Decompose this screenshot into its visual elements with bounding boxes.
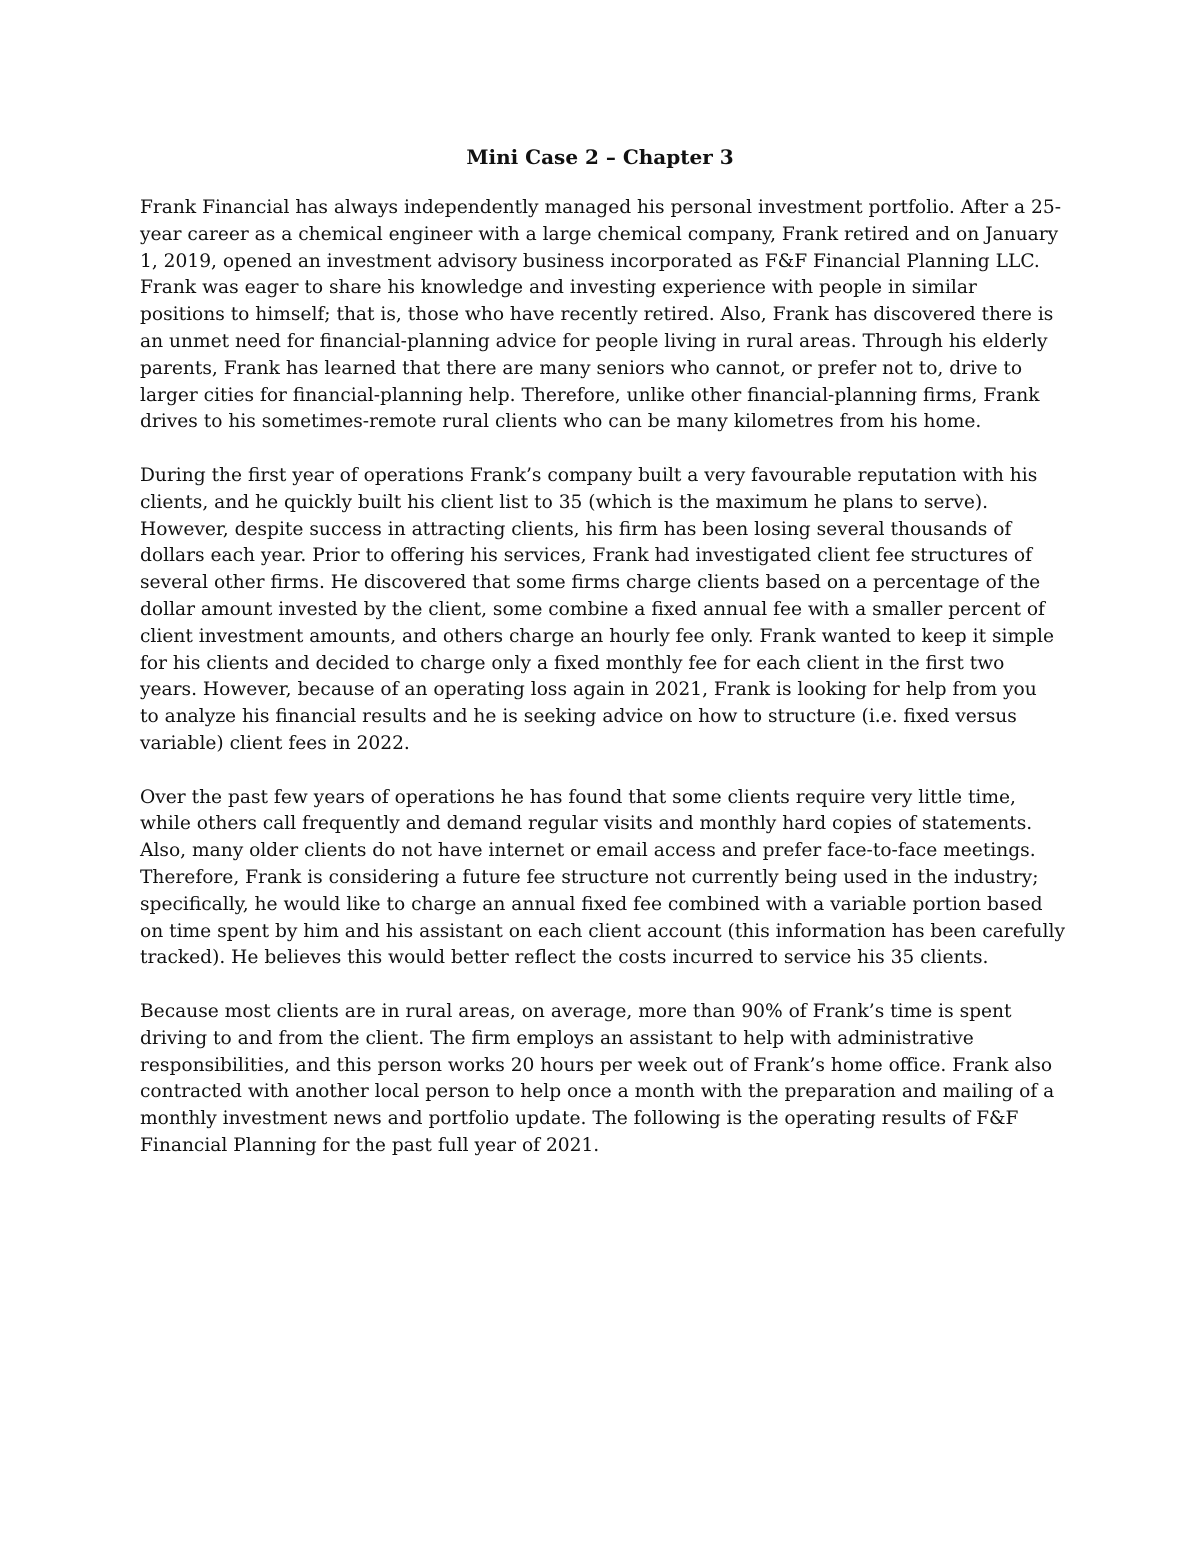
paragraph-line: monthly investment news and portfolio update. The following is the operating results of F&F <box>140 1108 1019 1130</box>
paragraph-line: years. However, because of an operating loss again in 2021, Frank is looking for help from you <box>140 679 1037 701</box>
paragraph-line: Therefore, Frank is considering a future fee structure not currently being used in the industry; <box>140 866 1039 888</box>
paragraph-line: specifically, he would like to charge an annual fixed fee combined with a variable portion based <box>140 893 1043 915</box>
paragraph-line: larger cities for financial-planning help. Therefore, unlike other financial-planning firms, Frank <box>140 384 1040 406</box>
document-title: Mini Case 2 – Chapter 3 <box>466 145 734 169</box>
paragraph-line: year career as a chemical engineer with a large chemical company, Frank retired and on January <box>140 223 1059 245</box>
paragraph-line: on time spent by him and his assistant on each client account (this information has been carefully <box>140 920 1065 942</box>
paragraph-1 <box>140 195 1070 436</box>
paragraph-line: dollar amount invested by the client, some combine a fixed annual fee with a smaller percent of <box>140 598 1045 620</box>
paragraph-line: driving to and from the client. The firm employs an assistant to help with administrative <box>140 1027 974 1049</box>
paragraph-4 <box>140 999 1070 1160</box>
paragraph-line: Financial Planning for the past full year of 2021. <box>140 1134 600 1156</box>
paragraph-line: drives to his sometimes-remote rural clients who can be many kilometres from his home. <box>140 411 982 433</box>
paragraph-line: responsibilities, and this person works 20 hours per week out of Frank’s home office. Frank also <box>140 1054 1053 1076</box>
document-body <box>140 195 1070 1186</box>
paragraph-line: clients, and he quickly built his client list to 35 (which is the maximum he plans to serve). <box>140 491 989 513</box>
paragraph-line: Frank was eager to share his knowledge and investing experience with people in similar <box>140 277 977 299</box>
paragraph-line: 1, 2019, opened an investment advisory business incorporated as F&F Financial Planning LLC. <box>140 250 1040 272</box>
paragraph-line: variable) client fees in 2022. <box>140 732 410 754</box>
paragraph-line: an unmet need for financial-planning advice for people living in rural areas. Through his elderly <box>140 330 1048 352</box>
paragraph-line: to analyze his financial results and he is seeking advice on how to structure (i.e. fixed versus <box>140 706 1017 728</box>
paragraph-line: several other firms. He discovered that some firms charge clients based on a percentage of the <box>140 572 1041 594</box>
paragraph-2 <box>140 463 1070 758</box>
paragraph-line: for his clients and decided to charge only a fixed monthly fee for each client in the first two <box>140 652 1005 674</box>
paragraph-line: contracted with another local person to help once a month with the preparation and mailing of a <box>140 1081 1055 1103</box>
paragraph-line: During the first year of operations Frank’s company built a very favourable reputation with his <box>140 464 1038 486</box>
paragraph-line: dollars each year. Prior to offering his services, Frank had investigated client fee structures of <box>140 545 1032 567</box>
paragraph-line: client investment amounts, and others charge an hourly fee only. Frank wanted to keep it simple <box>140 625 1055 647</box>
paragraph-line: Also, many older clients do not have internet or email access and prefer face-to-face meetings. <box>140 840 1036 862</box>
paragraph-line: positions to himself; that is, those who have recently retired. Also, Frank has discovered there is <box>140 304 1054 326</box>
paragraph-3 <box>140 785 1070 973</box>
paragraph-line: tracked). He believes this would better reflect the costs incurred to service his 35 clients. <box>140 947 989 969</box>
paragraph-line: Over the past few years of operations he has found that some clients require very little time, <box>140 786 1016 808</box>
paragraph-line: Frank Financial has always independently managed his personal investment portfolio. After a 25- <box>140 197 1061 218</box>
paragraph-line: while others call frequently and demand regular visits and monthly hard copies of statements. <box>140 813 1033 835</box>
paragraph-line: parents, Frank has learned that there are many seniors who cannot, or prefer not to, drive to <box>140 357 1023 379</box>
paragraph-line: However, despite success in attracting clients, his firm has been losing several thousands of <box>140 518 1012 540</box>
paragraph-line: Because most clients are in rural areas, on average, more than 90% of Frank’s time is spent <box>140 1000 1012 1022</box>
